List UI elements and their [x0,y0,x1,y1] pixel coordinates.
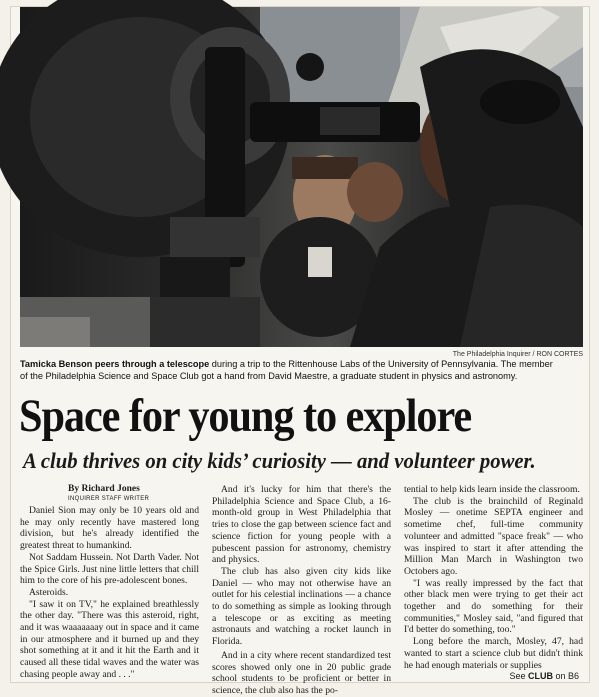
article-column-3 [404,484,583,682]
article-column-2 [212,484,391,696]
caption-line2: of the Philadelphia Science and Space Club got a hand from David Maestre, a graduate student in physics and astronomy. [20,370,518,381]
jump-line [404,671,583,683]
telescope-photo [20,7,583,347]
newspaper-clipping [10,6,590,696]
paragraph: "I saw it on TV," he explained breathlessly the other day. "There was this asteroid, right, and it was waaaaaaay out in space and it came in our atmosphere and it burned up and they shot something at it and it hit the Earth and it caused all these tidal waves and the water was chasing people away and . . ." [20,598,199,680]
article-column-1 [20,484,199,679]
paragraph: "I was really impressed by the fact that other black men were trying to get their act together and do something for their communities," Mosley said, "and figured that I'd better do something, too." [404,577,583,636]
paragraph: Not Saddam Hussein. Not Darth Vader. Not the Spice Girls. Just nine little letters that chill him to the core of his pre-adolescent bones. [20,551,199,587]
paragraph: tential to help kids learn inside the classroom. [404,484,580,495]
paragraph: Daniel Sion may only be 10 years old and he may only recently have mastered long division, but he's already identified the greatest threat to humankind. [20,505,199,552]
article-body [20,484,583,696]
paragraph: And in a city where recent standardized test scores showed only one in 20 public grade school students to be proficient or better in science, the club also has the po- [212,649,391,696]
paragraph: The club is the brainchild of Reginald Mosley — onetime SEPTA engineer and sometime chef, full-time community volunteer and admitted "space freak" — who was inspired to start it after attending the Million Man March in Washington two Octobers ago. [404,495,583,577]
headline: Space for young to explore [19,390,472,442]
photo-caption [20,359,585,382]
paragraph: Long before the march, Mosley, 47, had wanted to start a science club but didn't think he had enough materials or supplies [404,636,583,671]
paragraph: Asteroids. [29,586,69,598]
subheadline: A club thrives on city kids’ curiosity — and volunteer power. [23,448,536,473]
byline-role: INQUIRER STAFF WRITER [68,496,150,502]
jump-section: CLUB [527,671,553,682]
caption-lead: Tamicka Benson peers through a telescope [20,359,210,369]
jump-suffix: on B6 [552,671,579,682]
paragraph: And it's lucky for him that there's the Philadelphia Science and Space Club, a 16-month-old group in West Philadelphia that tries to close the gap between science fact and science fiction for young people with a pubescent passion for astronomy, chemistry and physics. [212,484,391,566]
paragraph: The club has also given city kids like Daniel — who may not otherwise have an outlet for his celestial inclinations — a chance to do something as simple as looking through a telescope or as exciting as meeting astronauts and watching a rocket launch in Florida. [212,565,391,648]
jump-prefix: See [509,671,528,682]
caption-line1: during a trip to the Rittenhouse Labs of the University of Pennsylvania. The member [209,359,553,369]
byline-author: By Richard Jones [68,484,140,494]
photo-credit: The Philadelphia Inquirer / RON CORTES [452,351,583,358]
telescope-photo-illustration [20,7,583,347]
